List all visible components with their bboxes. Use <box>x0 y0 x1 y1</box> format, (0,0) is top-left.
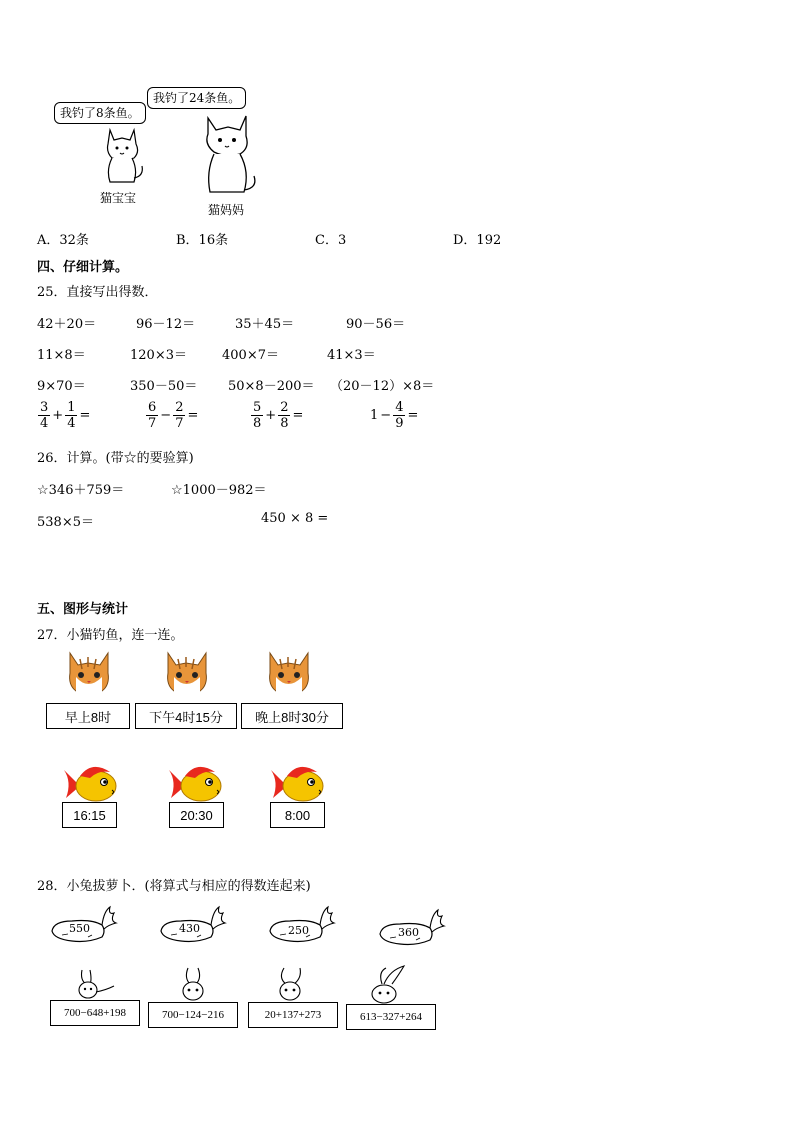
rabbit-expression-box-1[interactable] <box>50 1000 140 1026</box>
q25-r3-c3: 50×8－200＝ <box>228 379 315 394</box>
fish-icon <box>167 760 225 804</box>
q25-r1-c4: 90－56＝ <box>346 317 406 332</box>
numerator: 6 <box>148 400 157 415</box>
equals-sign: = <box>292 408 304 423</box>
option-b[interactable]: B．16条 <box>176 233 229 248</box>
kitten-name: 猫宝宝 <box>100 191 137 205</box>
cat-time-label: 早上8时 <box>64 709 112 725</box>
cat-time-box-3[interactable] <box>241 703 343 729</box>
operator: − <box>160 408 172 423</box>
rabbit-expression-box-2[interactable] <box>148 1002 238 1028</box>
operator: − <box>380 408 392 423</box>
fish-time-label: 16:15 <box>73 807 106 823</box>
q25-r3-c4: （20－12）×8＝ <box>330 379 435 394</box>
fish-time-label: 20:30 <box>180 807 213 823</box>
q28-title: 28．小兔拔萝卜．(将算式与相应的得数连起来) <box>37 879 311 894</box>
kitten-icon <box>96 126 148 188</box>
denominator: 4 <box>67 416 76 431</box>
q26-item-4: 450 × 8 = <box>261 511 329 526</box>
q26-item-1: ☆346＋759＝ <box>37 483 125 498</box>
speech-bubble-kitten-text: 我钓了8条鱼。 <box>60 106 140 120</box>
numerator: 4 <box>395 400 404 415</box>
rabbit-expression: 20+137+273 <box>264 1009 322 1021</box>
option-a[interactable]: A．32条 <box>37 233 89 248</box>
fraction-problem-3 <box>251 400 303 431</box>
q25-r2-c2: 120×3＝ <box>130 348 187 363</box>
speech-bubble-mother-cat-text: 我钓了24条鱼。 <box>153 91 241 105</box>
fraction-problem-4 <box>370 400 418 431</box>
q26-item-2: ☆1000－982＝ <box>171 483 267 498</box>
cat-face-icon <box>266 651 312 703</box>
equals-sign: = <box>187 408 199 423</box>
speech-bubble-kitten <box>54 102 146 124</box>
rabbit-icon <box>272 964 312 1002</box>
rabbit-icon <box>174 966 214 1002</box>
denominator: 8 <box>280 416 289 431</box>
fraction-problem-1 <box>38 400 90 431</box>
numerator: 2 <box>280 400 289 415</box>
fish-icon <box>269 760 327 804</box>
numerator: 2 <box>175 400 184 415</box>
numerator: 3 <box>40 400 49 415</box>
option-d[interactable]: D．192 <box>453 233 502 248</box>
cat-time-label: 下午4时15分 <box>149 709 223 725</box>
q25-r1-c2: 96－12＝ <box>136 317 196 332</box>
fraction-problem-2 <box>146 400 198 431</box>
cat-face-icon <box>164 651 210 703</box>
fish-icon <box>62 760 120 804</box>
operator: + <box>265 408 277 423</box>
carrot-value: 360 <box>398 926 419 939</box>
rabbit-expression: 613−327+264 <box>360 1011 422 1023</box>
section4-title: 四、仔细计算。 <box>37 260 129 275</box>
operator: + <box>52 408 64 423</box>
cat-time-box-1[interactable] <box>46 703 130 729</box>
fish-time-box-2[interactable] <box>169 802 224 828</box>
speech-bubble-mother-cat <box>147 87 246 109</box>
rabbit-icon <box>364 964 412 1004</box>
equals-sign: = <box>407 408 419 423</box>
cat-time-box-2[interactable] <box>135 703 237 729</box>
q25-r2-c4: 41×3＝ <box>327 348 376 363</box>
whole-number: 1 <box>370 408 379 423</box>
denominator: 8 <box>253 416 262 431</box>
denominator: 7 <box>148 416 157 431</box>
section5-title: 五、图形与统计 <box>37 602 129 617</box>
fish-time-label: 8:00 <box>284 807 311 823</box>
q25-r2-c3: 400×7＝ <box>222 348 279 363</box>
q25-r1-c3: 35＋45＝ <box>235 317 295 332</box>
cat-time-label: 晚上8时30分 <box>255 709 329 725</box>
carrot-icon <box>266 903 336 943</box>
numerator: 1 <box>67 400 76 415</box>
rabbit-expression: 700−648+198 <box>64 1007 126 1019</box>
rabbit-expression: 700−124−216 <box>162 1009 224 1021</box>
carrot-value: 550 <box>69 922 90 935</box>
numerator: 5 <box>253 400 262 415</box>
mother-cat-icon <box>200 112 260 202</box>
mother-cat-name: 猫妈妈 <box>208 203 245 217</box>
carrot-value: 430 <box>179 922 200 935</box>
option-c[interactable]: C．3 <box>315 233 347 248</box>
rabbit-expression-box-4[interactable] <box>346 1004 436 1030</box>
denominator: 4 <box>40 416 49 431</box>
q27-title: 27．小猫钓鱼，连一连。 <box>37 628 184 643</box>
rabbit-expression-box-3[interactable] <box>248 1002 338 1028</box>
q25-r1-c1: 42＋20＝ <box>37 317 97 332</box>
denominator: 7 <box>175 416 184 431</box>
q25-r3-c2: 350－50＝ <box>130 379 198 394</box>
q25-title: 25．直接写出得数． <box>37 285 158 300</box>
fish-time-box-1[interactable] <box>62 802 117 828</box>
q25-r3-c1: 9×70＝ <box>37 379 86 394</box>
denominator: 9 <box>395 416 404 431</box>
rabbit-icon <box>72 966 118 1002</box>
q25-r2-c1: 11×8＝ <box>37 348 86 363</box>
q26-item-3: 538×5＝ <box>37 515 94 530</box>
q26-title: 26．计算。(带☆的要验算) <box>37 451 194 466</box>
fish-time-box-3[interactable] <box>270 802 325 828</box>
equals-sign: = <box>79 408 91 423</box>
carrot-value: 250 <box>288 924 309 937</box>
cat-face-icon <box>66 651 112 703</box>
